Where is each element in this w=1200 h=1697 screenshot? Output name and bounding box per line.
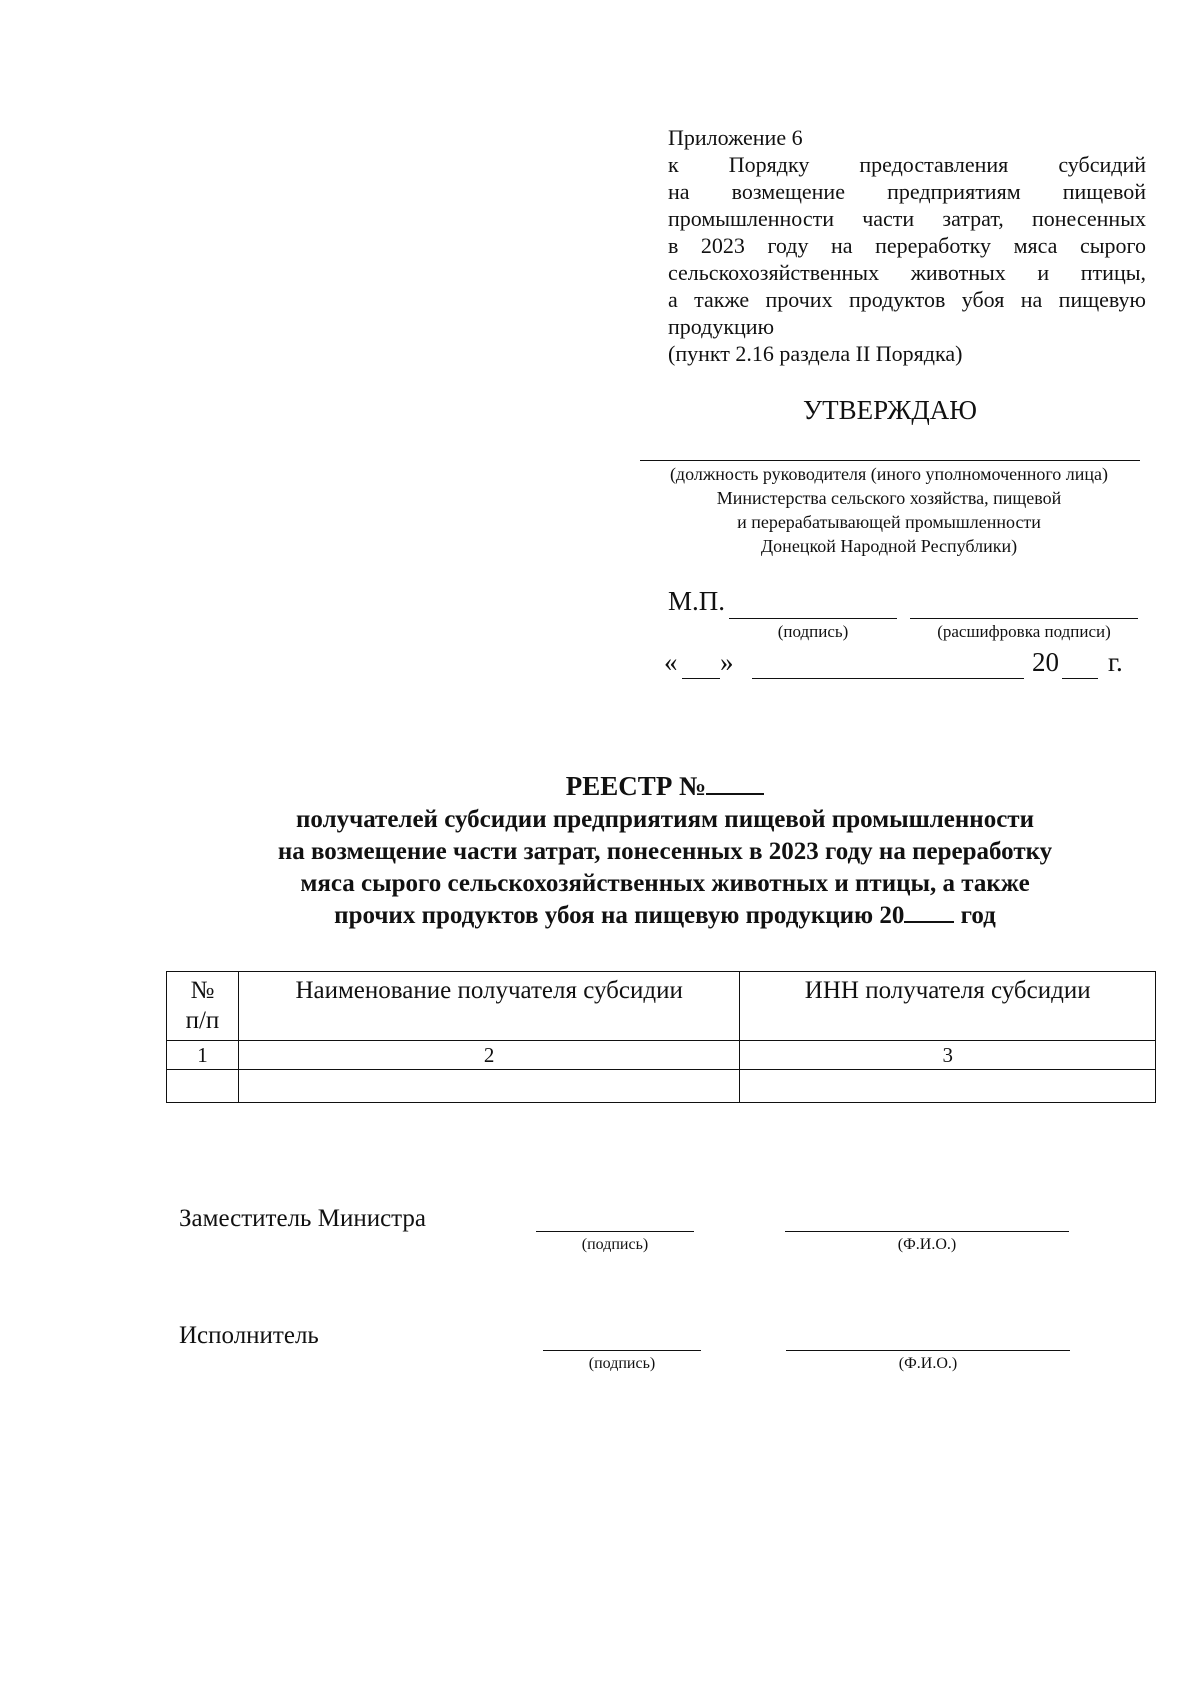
register-title-block (170, 770, 1160, 932)
appendix-line-7: продукцию (668, 314, 775, 339)
stamp-label: М.П. (668, 586, 726, 616)
deputy-signature-caption: (подпись) (581, 1236, 649, 1253)
appendix-title: Приложение 6 (668, 125, 803, 150)
executor-name-line[interactable] (786, 1350, 1070, 1351)
register-number-line[interactable] (706, 771, 764, 795)
approver-caption-line-1: (должность руководителя (иного уполномоченного лица) (669, 464, 1109, 484)
appendix-reference-clause: (пункт 2.16 раздела II Порядка) (668, 341, 963, 366)
deputy-minister-label: Заместитель Министра (179, 1205, 426, 1232)
date-year-prefix: 20 (1032, 647, 1059, 677)
column-number-1: 1 (167, 1041, 239, 1070)
appendix-line-5: сельскохозяйственных животных и птицы, (668, 260, 1146, 285)
table-row (167, 1041, 1156, 1070)
appendix-line-1: к Порядку предоставления субсидий (668, 152, 1146, 177)
approver-signature-caption: (подпись) (777, 622, 849, 641)
date-year-suffix: г. (1108, 647, 1123, 677)
approver-caption-line-4: Донецкой Народной Республики) (760, 536, 1018, 556)
empty-cell-name[interactable] (238, 1070, 739, 1103)
appendix-line-2: на возмещение предприятиям пищевой (668, 179, 1146, 204)
executor-signature-line[interactable] (543, 1350, 701, 1351)
approver-name-line[interactable] (910, 618, 1138, 619)
date-close-quote: » (720, 647, 734, 677)
register-subtitle-line-2: на возмещение части затрат, понесенных в 2023 году на переработку (277, 838, 1053, 865)
header-recipient-name: Наименование получателя субсидии (238, 972, 739, 1041)
appendix-line-6: а также прочих продуктов убоя на пищевую (668, 287, 1146, 312)
approver-caption-line-2: Министерства сельского хозяйства, пищевой (716, 488, 1062, 508)
executor-label: Исполнитель (179, 1322, 319, 1349)
appendix-line-4: в 2023 году на переработку мяса сырого (668, 233, 1146, 258)
register-subtitle-line-3: мяса сырого сельскохозяйственных животных и птицы, а также (300, 870, 1030, 897)
register-subtitle-line-4: прочих продуктов убоя на пищевую продукцию 20 год (334, 902, 996, 929)
table-header-row (167, 972, 1156, 1041)
deputy-name-caption: (Ф.И.О.) (897, 1236, 957, 1253)
date-day-line[interactable] (682, 678, 720, 679)
executor-signature-caption: (подпись) (588, 1355, 656, 1372)
column-number-2: 2 (238, 1041, 739, 1070)
header-inn: ИНН получателя субсидии (740, 972, 1156, 1041)
approval-heading: УТВЕРЖДАЮ (802, 395, 978, 425)
register-title: РЕЕСТР № (170, 770, 1160, 802)
deputy-name-line[interactable] (785, 1231, 1069, 1232)
header-number: № п/п (167, 972, 239, 1041)
executor-name-caption: (Ф.И.О.) (898, 1355, 958, 1372)
empty-cell-number[interactable] (167, 1070, 239, 1103)
column-number-3: 3 (740, 1041, 1156, 1070)
register-table (166, 971, 1156, 1103)
deputy-signature-line[interactable] (536, 1231, 694, 1232)
empty-cell-inn[interactable] (740, 1070, 1156, 1103)
register-year-line[interactable] (904, 901, 954, 923)
approver-name-caption: (расшифровка подписи) (937, 622, 1111, 641)
date-year-line[interactable] (1062, 678, 1098, 679)
date-month-line[interactable] (752, 678, 1024, 679)
appendix-line-3: промышленности части затрат, понесенных (668, 206, 1146, 231)
register-subtitle-line-1: получателей субсидии предприятиям пищевой промышленности (296, 806, 1034, 833)
appendix-reference (668, 124, 1146, 367)
table-row (167, 1070, 1156, 1103)
approver-caption (638, 462, 1140, 558)
date-open-quote: « (664, 647, 678, 677)
approver-position-line[interactable] (640, 460, 1140, 461)
approver-caption-line-3: и перерабатывающей промышленности (737, 512, 1041, 532)
approver-signature-line[interactable] (729, 618, 897, 619)
